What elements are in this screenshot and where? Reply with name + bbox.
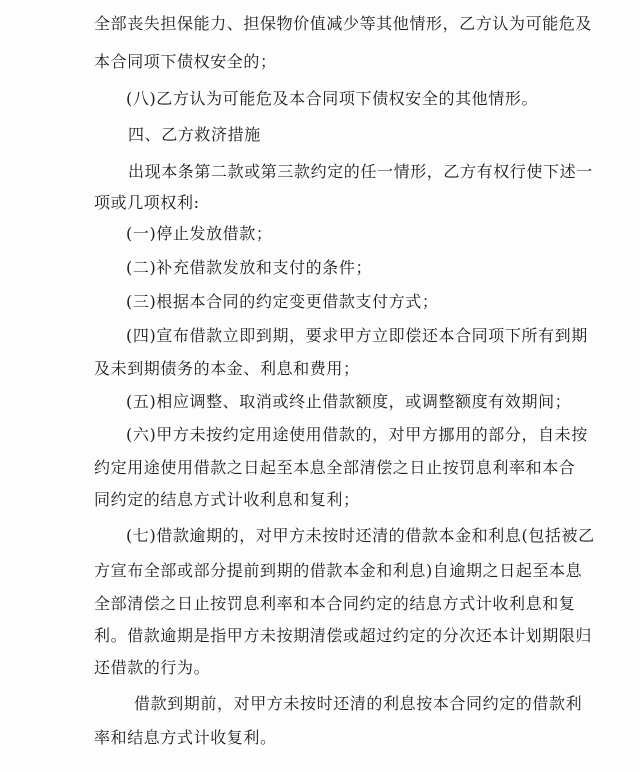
text-line-13: (六)甲方未按约定用途使用借款的，对甲方挪用的部分，自未按: [126, 425, 588, 444]
text-line-17: 方宣布全部或部分提前到期的借款本金和利息)自逾期之日起至本息: [94, 561, 583, 580]
text-line-1: 全部丧失担保能力、担保物价值减少等其他情形，乙方认为可能危及: [94, 14, 593, 33]
text-line-3: (八)乙方认为可能危及本合同项下债权安全的其他情形。: [126, 89, 539, 108]
text-line-14: 约定用途使用借款之日起至本息全部清偿之日止按罚息利率和本合: [94, 458, 576, 477]
text-line-19: 利。借款逾期是指甲方未按期清偿或超过约定的分次还本计划期限归: [94, 626, 593, 645]
text-line-2: 本合同项下债权安全的；: [94, 52, 277, 71]
section-heading: 四、乙方救济措施: [128, 125, 261, 144]
text-line-22: 率和结息方式计收复利。: [94, 728, 277, 747]
text-line-6: 项或几项权利:: [94, 193, 200, 212]
text-line-20: 还借款的行为。: [94, 658, 211, 677]
text-line-11: 及未到期债务的本金、利息和费用；: [94, 359, 360, 378]
text-line-18: 全部清偿之日止按罚息利率和本合同约定的结息方式计收利息和复: [94, 594, 576, 613]
text-line-5: 出现本条第二款或第三款约定的任一情形，乙方有权行使下述一: [128, 162, 593, 181]
text-line-9: (三)根据本合同的约定变更借款支付方式；: [126, 292, 439, 311]
text-line-12: (五)相应调整、取消或终止借款额度，或调整额度有效期间；: [126, 392, 572, 411]
text-line-16: (七)借款逾期的，对甲方未按时还清的借款本金和利息(包括被乙: [126, 526, 595, 545]
text-line-15: 同约定的结息方式计收利息和复利；: [94, 490, 360, 509]
text-line-7: (一)停止发放借款；: [126, 224, 273, 243]
text-line-21: 借款到期前，对甲方未按时还清的利息按本合同约定的借款利: [134, 694, 583, 713]
text-line-8: (二)补充借款发放和支付的条件；: [126, 258, 373, 277]
text-line-10: (四)宣布借款立即到期，要求甲方立即偿还本合同项下所有到期: [126, 326, 588, 345]
